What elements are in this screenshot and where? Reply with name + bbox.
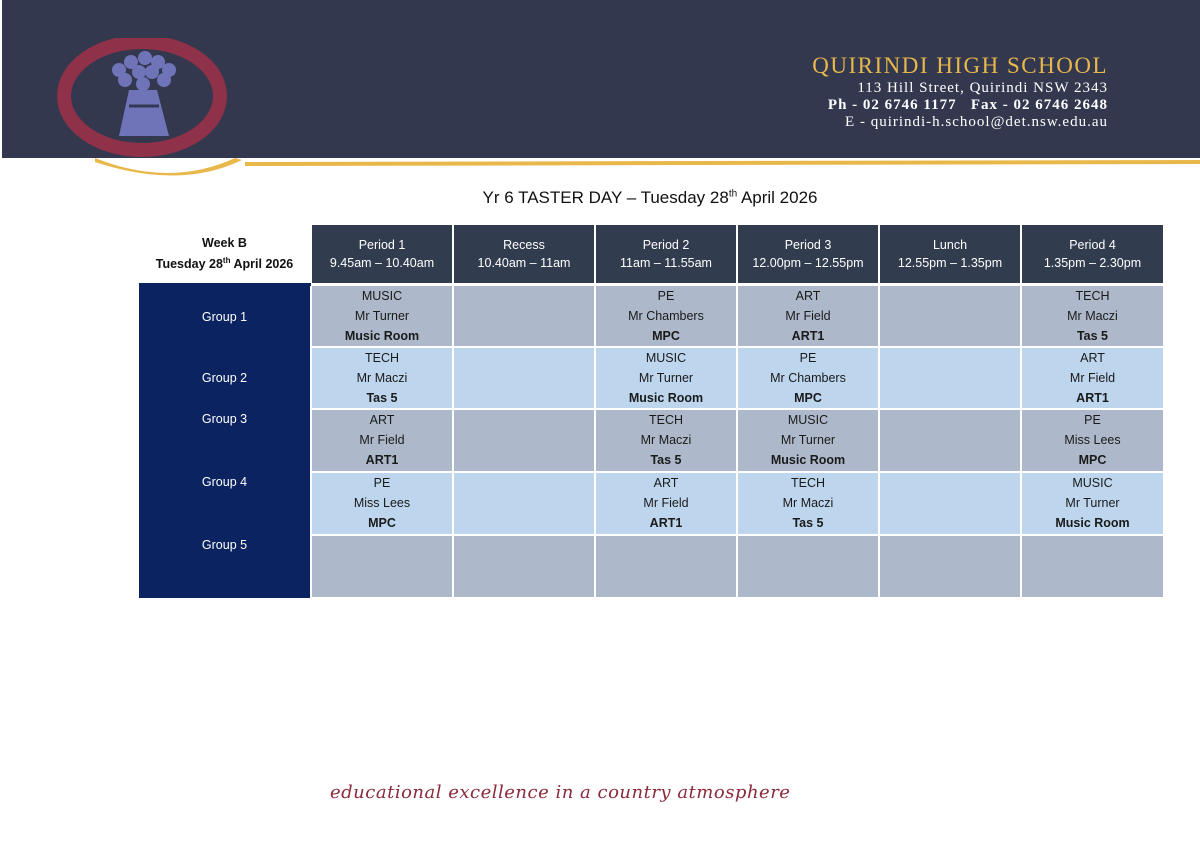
timetable-cell [737,535,879,598]
timetable-cell [737,286,879,347]
cell-teacher: Mr Maczi [356,371,408,385]
timetable-cell [595,535,737,598]
timetable-cell [1021,286,1163,347]
school-address: 113 Hill Street, Quirindi NSW 2343 [857,80,1108,96]
cell-room: Music Room [770,453,846,467]
cell-subject: PE [373,476,391,490]
cell-teacher: Mr Field [1069,371,1116,385]
table-row [139,347,1163,409]
column-header: Period 4 1.35pm – 2.30pm [1021,225,1163,283]
cell-room: MPC [652,329,680,343]
cell-teacher: Mr Turner [1065,496,1120,510]
group-label: Group 4 [139,472,311,535]
cell-room: ART1 [791,329,825,343]
table-row [139,409,1163,472]
timetable-cell [453,347,595,409]
timetable-cell [595,286,737,347]
cell-teacher: Mr Maczi [1067,309,1118,323]
cell-teacher: Mr Turner [638,371,694,385]
cell-teacher: Mr Turner [780,433,836,447]
cell-room: Music Room [628,391,704,405]
timetable-cell [1021,535,1163,598]
timetable-cell [737,409,879,472]
school-phone-fax: Ph - 02 6746 1177 Fax - 02 6746 2648 [827,97,1108,113]
table-row [139,286,1163,347]
timetable-cell [1021,472,1163,535]
week-label-cell: Week B Tuesday 28th April 2026 [139,225,311,283]
cell-subject: ART [795,289,821,303]
group-label: Group 2 [139,347,311,409]
timetable-cell [1021,347,1163,409]
cell-subject: MUSIC [1072,476,1113,490]
timetable-cell [595,409,737,472]
timetable-cell [453,409,595,472]
timetable-cell [453,286,595,347]
cell-room: MPC [794,391,822,405]
timetable-cell [879,347,1021,409]
header-banner [2,0,1200,158]
cell-teacher: Mr Field [785,309,831,323]
cell-subject: ART [369,413,395,427]
timetable-cell [311,535,453,598]
timetable-cell [737,347,879,409]
cell-subject: MUSIC [361,289,403,303]
school-name: QUIRINDI HIGH SCHOOL [812,53,1108,78]
cell-teacher: Mr Field [643,496,689,510]
cell-room: MPC [1078,453,1107,467]
column-header: Period 1 9.45am – 10.40am [311,225,453,283]
timetable-cell [595,347,737,409]
cell-teacher: Miss Lees [1064,433,1121,447]
cell-subject: PE [799,351,817,365]
timetable-cell [879,409,1021,472]
column-header: Period 3 12.00pm – 12.55pm [737,225,879,283]
cell-room: Tas 5 [792,516,824,530]
timetable-cell [453,535,595,598]
timetable-cell [879,535,1021,598]
cell-room: Tas 5 [650,453,682,467]
cell-subject: MUSIC [787,413,829,427]
group-label: Group 5 [139,535,311,598]
school-email: E - quirindi-h.school@det.nsw.edu.au [845,114,1108,130]
cell-teacher: Mr Turner [354,309,410,323]
timetable [139,225,1163,599]
gold-swoosh-divider [0,150,1200,190]
cell-teacher: Mr Maczi [640,433,692,447]
cell-teacher: Miss Lees [353,496,411,510]
timetable-cell [311,409,453,472]
cell-teacher: Mr Field [359,433,405,447]
cell-teacher: Mr Chambers [628,309,704,323]
timetable-cell [311,472,453,535]
cell-room: ART1 [649,516,683,530]
cell-subject: ART [1080,351,1105,365]
school-contact-block [812,52,1108,131]
timetable-cell [311,347,453,409]
timetable-cell [453,472,595,535]
table-row [139,535,1163,598]
timetable-cell [737,472,879,535]
cell-room: Music Room [1055,516,1130,530]
table-row [139,472,1163,535]
cell-teacher: Mr Chambers [770,371,846,385]
timetable-cell [1021,409,1163,472]
wheat-sheaf-q-logo-icon [57,38,227,158]
cell-room: Music Room [344,329,420,343]
timetable-cell [879,286,1021,347]
cell-subject: TECH [790,476,826,490]
cell-subject: MUSIC [645,351,687,365]
page-title: Yr 6 TASTER DAY – Tuesday 28th April 2026 [482,188,818,207]
timetable-cell [879,472,1021,535]
cell-subject: ART [653,476,679,490]
cell-room: ART1 [1076,391,1109,405]
group-label: Group 1 [139,286,311,347]
cell-subject: TECH [1075,289,1110,303]
column-header: Period 2 11am – 11.55am [595,225,737,283]
cell-subject: TECH [364,351,400,365]
header-row [139,225,1163,283]
cell-room: ART1 [365,453,399,467]
cell-teacher: Mr Maczi [782,496,834,510]
cell-room: MPC [368,516,396,530]
column-header: Lunch 12.55pm – 1.35pm [879,225,1021,283]
cell-subject: PE [657,289,675,303]
cell-room: Tas 5 [366,391,398,405]
school-motto: educational excellence in a country atmosphere [330,782,791,803]
cell-subject: TECH [648,413,684,427]
column-header: Recess 10.40am – 11am [453,225,595,283]
group-label: Group 3 [139,409,311,472]
timetable-cell [311,286,453,347]
cell-subject: PE [1084,413,1101,427]
timetable-cell [595,472,737,535]
cell-room: Tas 5 [1076,329,1109,343]
